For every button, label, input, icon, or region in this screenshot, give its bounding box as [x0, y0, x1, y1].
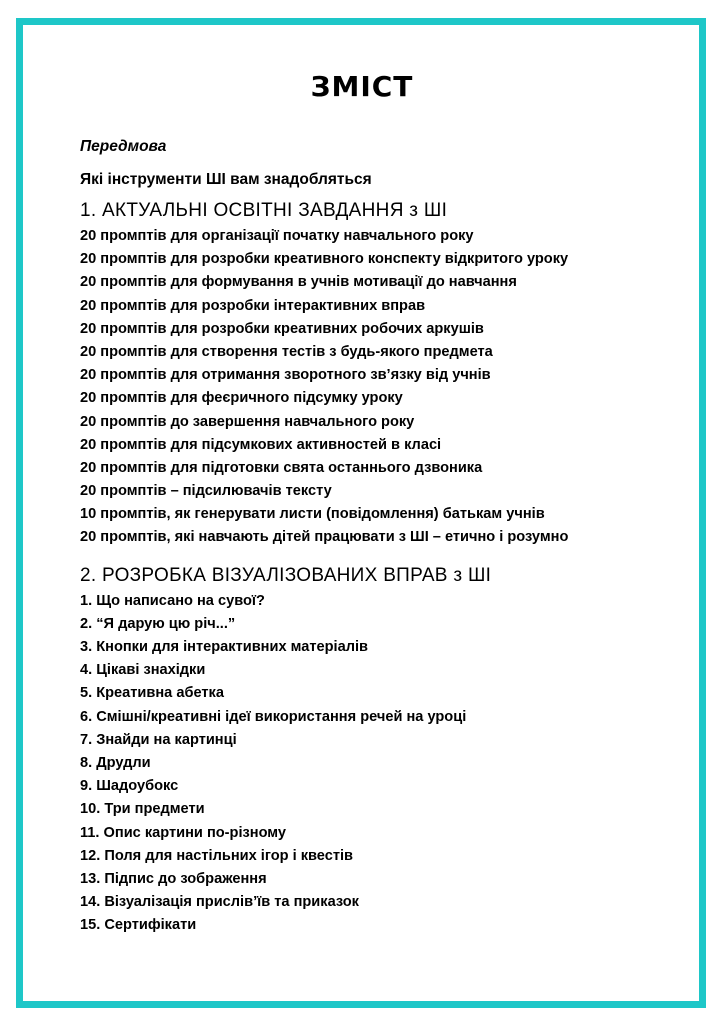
toc-item[interactable]: 20 промптів до завершення навчального року — [80, 413, 415, 430]
table-of-contents — [80, 136, 680, 937]
toc-item[interactable]: 20 промптів для створення тестів з будь-якого предмета — [80, 343, 493, 360]
toc-item[interactable]: 20 промптів – підсилювачів тексту — [80, 483, 332, 500]
section-heading-2[interactable]: 2. РОЗРОБКА ВІЗУАЛІЗОВАНИХ ВПРАВ з ШІ — [80, 564, 492, 586]
toc-item[interactable]: 20 промптів для підсумкових активностей в класі — [80, 436, 442, 453]
toc-item[interactable]: 9. Шадоубокс — [80, 778, 179, 795]
toc-item[interactable]: 20 промптів для розробки креативних робочих аркушів — [80, 320, 484, 337]
toc-item[interactable]: 10. Три предмети — [80, 801, 205, 818]
toc-item[interactable]: 4. Цікаві знахідки — [80, 662, 206, 679]
toc-item[interactable]: 20 промптів для підготовки свята останнього дзвоника — [80, 459, 483, 476]
toc-item[interactable]: 10 промптів, як генерувати листи (повідомлення) батькам учнів — [80, 506, 545, 523]
section-1-items — [80, 225, 680, 550]
toc-item[interactable]: 2. “Я дарую цю річ...” — [80, 615, 236, 632]
page-title: ЗМІСТ — [310, 70, 414, 103]
toc-item[interactable]: 20 промптів, які навчають дітей працювати з ШІ – етично і розумно — [80, 529, 569, 546]
toc-item[interactable]: 20 промптів для організації початку навчального року — [80, 228, 474, 244]
section-heading-1[interactable]: 1. АКТУАЛЬНІ ОСВІТНІ ЗАВДАННЯ з ШІ — [80, 200, 448, 221]
toc-item[interactable]: 1. Що написано на сувої? — [80, 592, 265, 609]
toc-item[interactable]: 12. Поля для настільних ігор і квестів — [80, 847, 354, 864]
toc-item[interactable]: 14. Візуалізація прислів’їв та приказок — [80, 894, 359, 911]
toc-item[interactable]: 6. Смішні/креативні ідеї використання речей на уроці — [80, 708, 467, 725]
toc-item[interactable]: 15. Сертифікати — [80, 917, 197, 934]
toc-item[interactable]: 3. Кнопки для інтерактивних матеріалів — [80, 639, 368, 655]
toc-item[interactable]: 8. Друдли — [80, 754, 151, 771]
toc-item[interactable]: 20 промптів для розробки інтерактивних вправ — [80, 297, 426, 314]
toc-ai-tools[interactable]: Які інструменти ШІ вам знадобляться — [80, 171, 372, 188]
toc-item[interactable]: 13. Підпис до зображення — [80, 870, 267, 887]
toc-item[interactable]: 11. Опис картини по-різному — [80, 824, 287, 841]
toc-item[interactable]: 20 промптів для отримання зворотного зв’язку від учнів — [80, 367, 491, 384]
toc-item[interactable]: 5. Креативна абетка — [80, 685, 224, 702]
section-2-items — [80, 590, 680, 938]
toc-item[interactable]: 20 промптів для розробки креативного конспекту відкритого уроку — [80, 251, 569, 268]
toc-preface[interactable]: Передмова — [80, 138, 167, 155]
toc-item[interactable]: 7. Знайди на картинці — [80, 731, 237, 748]
toc-item[interactable]: 20 промптів для формування в учнів мотивації до навчання — [80, 274, 517, 291]
toc-item[interactable]: 20 промптів для феєричного підсумку уроку — [80, 390, 403, 407]
